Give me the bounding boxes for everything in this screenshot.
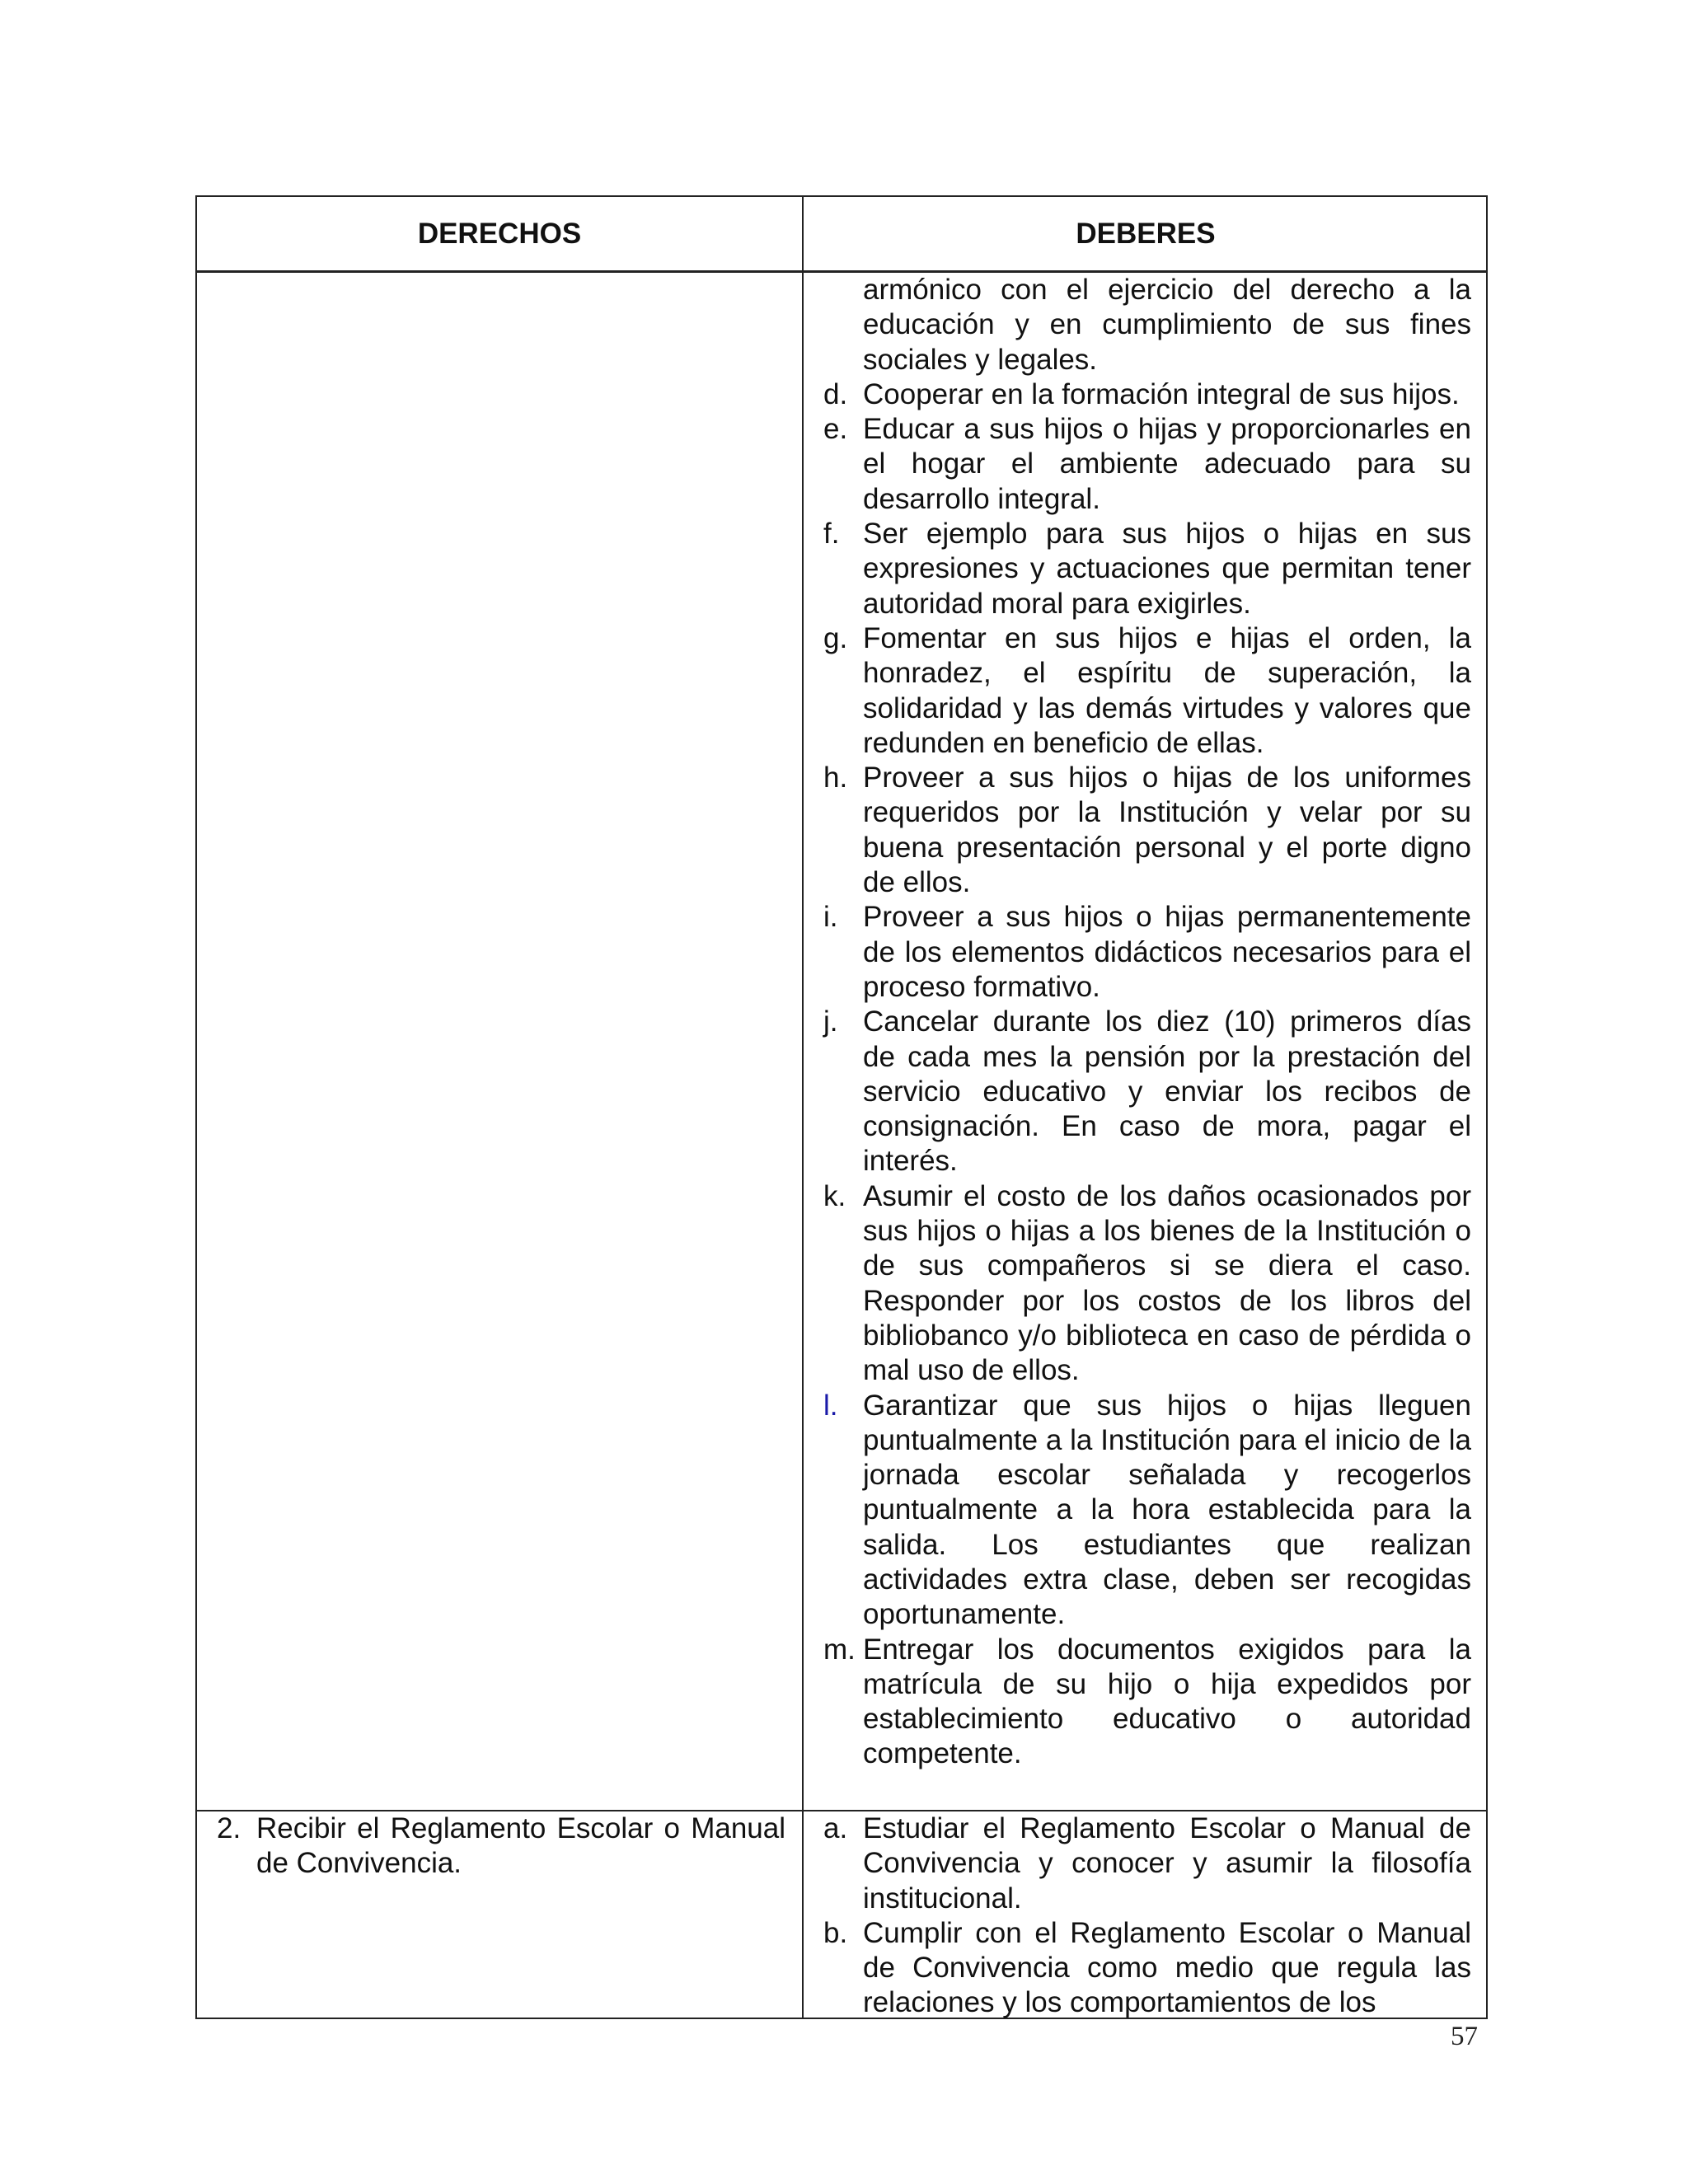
deberes-list-row1: [804, 273, 1471, 1772]
derechos-list-row2: [197, 1811, 785, 1882]
list-item-text: Entregar los documentos exigidos para la matrícula de su hijo o hija expedidos por establecimiento educativo o autoridad competente.: [863, 1633, 1471, 1770]
list-item-text: Ser ejemplo para sus hijos o hijas en sus expresiones y actuaciones que permitan tener autoridad moral para exigirles.: [863, 518, 1471, 620]
list-marker: k.: [823, 1179, 846, 1212]
list-marker: h.: [823, 762, 848, 794]
list-item: [804, 900, 1471, 1005]
list-marker: b.: [823, 1916, 848, 1949]
list-item: [804, 1389, 1471, 1633]
list-item-text: Recibir el Reglamento Escolar o Manual de Convivencia.: [256, 1812, 785, 1880]
list-item-text: Asumir el costo de los daños ocasionados por sus hijos o hijas a los bienes de la Institución o de sus compañeros si se diera el caso. Responder por los costos de los libros del bibliobanco y/o biblioteca en caso de pérdida o mal uso de ellos.: [863, 1179, 1471, 1387]
list-marker: e.: [823, 413, 848, 446]
list-item-text: Proveer a sus hijos o hijas permanentemente de los elementos didácticos necesarios para el proceso formativo.: [863, 901, 1471, 1003]
list-item-text: Cooperar en la formación integral de sus hijos.: [863, 377, 1460, 410]
list-item: [804, 621, 1471, 761]
list-marker: d.: [823, 377, 848, 410]
list-item: [804, 517, 1471, 621]
header-deberes: DEBERES: [1076, 217, 1216, 250]
list-item-text: Garantizar que sus hijos o hijas lleguen puntualmente a la Institución para el inicio de la jornada escolar señalada y recogerlos puntualmente a la hora establecida para la salida. Los estudiantes que realizan actividades extra clase, deben ser recogidas oportunamente.: [863, 1389, 1471, 1631]
list-marker: l.: [823, 1389, 838, 1422]
list-item-text: Estudiar el Reglamento Escolar o Manual de Convivencia y conocer y asumir la filosofía institucional.: [863, 1812, 1471, 1915]
list-item-text: Fomentar en sus hijos e hijas el orden, la honradez, el espíritu de superación, la solidaridad y las demás virtudes y valores que redunden en beneficio de ellas.: [863, 621, 1471, 759]
list-item: [804, 1916, 1471, 2021]
list-marker: j.: [823, 1005, 838, 1038]
list-marker: 2.: [217, 1812, 241, 1844]
list-item: [804, 1811, 1471, 1916]
list-item: [804, 412, 1471, 517]
deberes-list-row2: [804, 1811, 1471, 2021]
table-header-row: [197, 197, 1486, 273]
list-marker: m.: [823, 1633, 856, 1666]
header-derechos: DERECHOS: [417, 217, 582, 250]
list-item: [804, 1179, 1471, 1389]
list-item: [804, 1633, 1471, 1772]
list-marker: i.: [823, 901, 838, 934]
list-item: [804, 1005, 1471, 1179]
list-item-text: Educar a sus hijos o hijas y proporcionarles en el hogar el ambiente adecuado para su desarrollo integral.: [863, 413, 1471, 515]
list-marker: a.: [823, 1812, 848, 1844]
list-item-text: armónico con el ejercicio del derecho a la educación y en cumplimiento de sus fines sociales y legales.: [863, 274, 1471, 376]
list-item: [804, 377, 1471, 412]
list-item: [804, 273, 1471, 377]
list-marker: f.: [823, 518, 840, 551]
list-item-text: Proveer a sus hijos o hijas de los uniformes requeridos por la Institución y velar por su buena presentación personal y el porte digno de ellos.: [863, 762, 1471, 899]
page-number: 57: [1451, 2022, 1478, 2051]
rights-duties-table: [195, 195, 1488, 2019]
list-item-text: Cumplir con el Reglamento Escolar o Manual de Convivencia como medio que regula las relaciones y los comportamientos de los: [863, 1916, 1471, 2019]
list-marker: g.: [823, 621, 848, 654]
list-item: [197, 1811, 785, 1882]
list-item: [804, 761, 1471, 900]
list-item-text: Cancelar durante los diez (10) primeros días de cada mes la pensión por la prestación del servicio educativo y enviar los recibos de consignación. En caso de mora, pagar el interés.: [863, 1005, 1471, 1178]
